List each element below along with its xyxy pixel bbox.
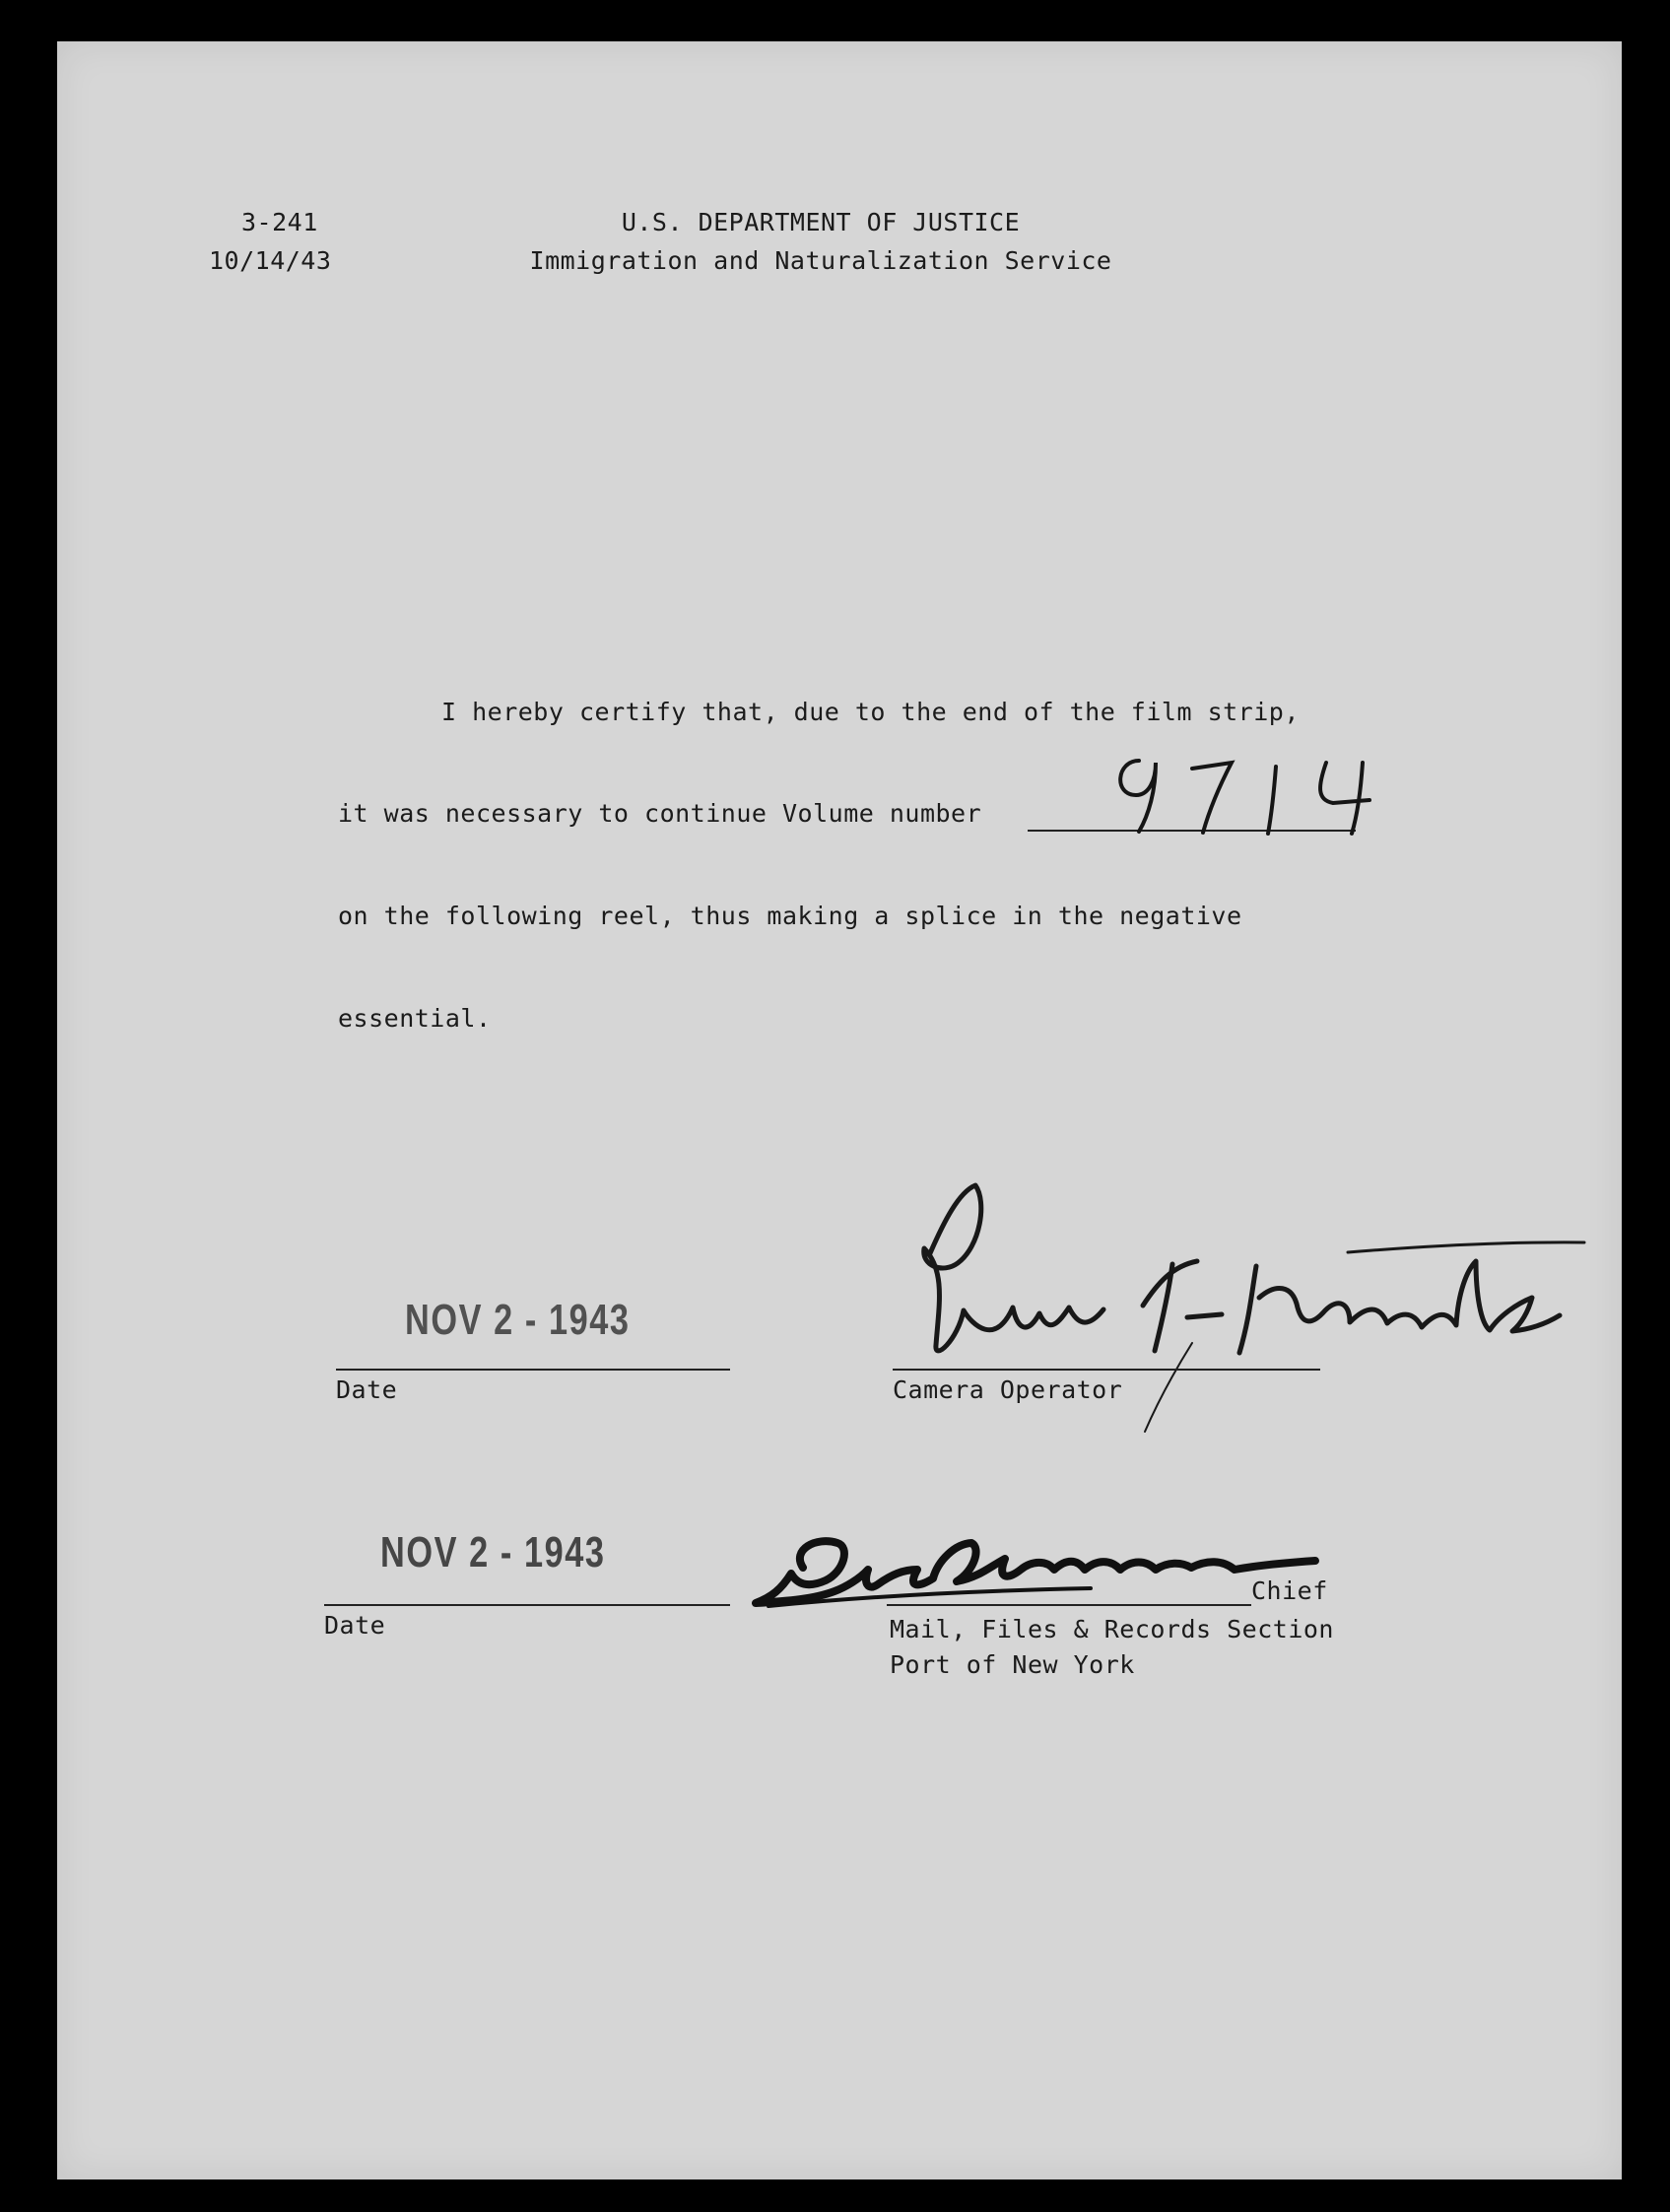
certification-line-1: I hereby certify that, due to the end of the film strip,: [441, 698, 1300, 726]
chief-date-line: [324, 1604, 730, 1606]
chief-section-label: Mail, Files & Records Section: [890, 1615, 1334, 1643]
chief-date-label: Date: [324, 1611, 386, 1640]
form-date: 10/14/43: [209, 246, 332, 275]
document-page: [57, 41, 1622, 2179]
chief-title-label: Chief: [1251, 1576, 1328, 1605]
camera-operator-signature-line: [893, 1369, 1320, 1371]
agency-title: U.S. DEPARTMENT OF JUSTICE: [621, 208, 1021, 236]
volume-number-handwritten: [1102, 751, 1397, 839]
camera-operator-date-line: [336, 1369, 730, 1371]
form-number: 3-241: [241, 208, 318, 236]
certification-line-3: on the following reel, thus making a splice in the negative: [338, 902, 1242, 930]
camera-operator-label: Camera Operator: [893, 1375, 1123, 1404]
chief-signature-line: [887, 1604, 1251, 1606]
chief-date-stamp: NOV 2 - 1943: [380, 1528, 606, 1576]
service-subtitle: Immigration and Naturalization Service: [529, 246, 1112, 275]
chief-office-label: Port of New York: [890, 1650, 1135, 1679]
certification-line-2: it was necessary to continue Volume number: [338, 799, 982, 828]
certification-line-4: essential.: [338, 1004, 492, 1033]
camera-operator-date-label: Date: [336, 1375, 398, 1404]
camera-operator-date-stamp: NOV 2 - 1943: [405, 1296, 631, 1344]
